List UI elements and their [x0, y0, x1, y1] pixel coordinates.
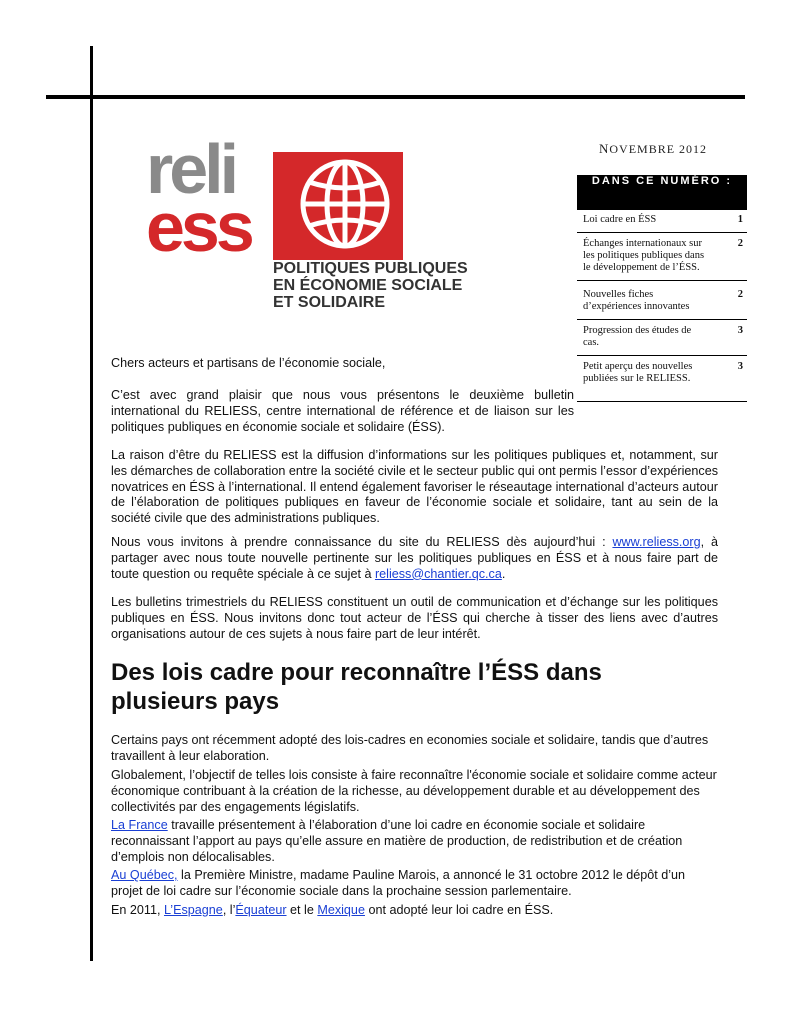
- countries-paragraph: [111, 903, 718, 919]
- bulletin-paragraph: Les bulletins trimestriels du RELIESS constituent un outil de communication et d’échange sur les politiques publiques en ÉSS. Nous invitons donc tout acteur de l’ÉSS qui cherche à tisser des liens avec d’autres organisations autour de ces sujets à nous faire part de leur intérêt.: [111, 595, 718, 641]
- spain-link[interactable]: L’Espagne: [163, 903, 223, 917]
- article-title: Des lois cadre pour reconnaître l’ÉSS dans plusieurs pays: [111, 659, 602, 715]
- website-link[interactable]: www.reliess.org: [612, 535, 701, 549]
- issue-date-rest: OVEMBRE 2012: [609, 142, 708, 156]
- horizontal-rule: [46, 95, 745, 99]
- logo-tagline: [273, 260, 468, 311]
- ecuador-link[interactable]: Équateur: [235, 903, 287, 917]
- toc-item-label: Échanges internationaux sur les politiques publiques dans le développement de l’ÉSS.: [583, 238, 705, 273]
- toc-item-label: Petit aperçu des nouvelles publiées sur le RELIESS.: [583, 361, 693, 384]
- toc-item[interactable]: [577, 281, 747, 320]
- invitation-text: Nous vous invitons à prendre connaissance du site du RELIESS dès aujourd’hui :: [111, 535, 613, 549]
- france-text: travaille présentement à l’élaboration d’une loi cadre en économie sociale et solidaire reconnaissant l’apport au pays qu’elle assure en matière de production, de redistribution et de création d’emplois non délocalisables.: [111, 818, 683, 864]
- invitation-text: .: [501, 566, 506, 581]
- countries-text: En 2011,: [111, 903, 164, 917]
- toc-item-page: 2: [737, 289, 743, 300]
- toc-item-page: 3: [737, 325, 743, 336]
- article-paragraph: Globalement, l’objectif de telles lois consiste à faire reconnaître l'économie sociale et solidaire comme acteur économique contribuant à la création de la richesse, au développement durable et au développement des collectivités par des engagements législatifs.: [111, 768, 717, 814]
- vertical-rule: [90, 46, 93, 961]
- greeting: Chers acteurs et partisans de l’économie sociale,: [111, 356, 386, 370]
- toc-sidebar: [577, 175, 747, 402]
- logo-tagline-line: POLITIQUES PUBLIQUES: [273, 260, 468, 277]
- reliess-logo: [140, 130, 470, 315]
- logo-tagline-line: EN ÉCONOMIE SOCIALE: [273, 277, 463, 294]
- mexico-link[interactable]: Mexique: [317, 903, 365, 917]
- issue-date: [599, 141, 707, 157]
- invitation-text: , à partager avec nous toute nouvelle pertinente sur les politiques publiques en ÉSS et à nous faire part de toute question ou requête spéciale à ce sujet à: [111, 535, 718, 581]
- toc-item[interactable]: [577, 356, 747, 402]
- toc-item-label: Progression des études de cas.: [583, 325, 692, 348]
- toc-item-page: 2: [737, 238, 743, 249]
- france-paragraph: [111, 818, 718, 865]
- france-link[interactable]: La France: [111, 818, 168, 832]
- logo-ess-text: ess: [146, 188, 251, 266]
- toc-item[interactable]: [577, 210, 747, 233]
- article-paragraph: Certains pays ont récemment adopté des lois-cadres en economies sociale et solidaire, tandis que d’autres travaillent à leur elaboration.: [111, 733, 709, 763]
- toc-item-page: 1: [737, 214, 743, 225]
- toc-item-label: Loi cadre en ÉSS: [583, 214, 657, 225]
- countries-text: ont adopté leur loi cadre en ÉSS.: [364, 903, 554, 917]
- toc-header: DANS CE NUMÉRO :: [577, 175, 747, 210]
- quebec-link[interactable]: Au Québec,: [111, 868, 178, 882]
- quebec-paragraph: [111, 868, 718, 900]
- logo-reli-text: reli: [146, 130, 236, 208]
- mission-paragraph: La raison d’être du RELIESS est la diffusion d’informations sur les politiques publiques et, notamment, sur les démarches de collaboration entre la société civile et le secteur public qui ont permis l’essor d’expériences novatrices en ÉSS à l’international. Il entend également favoriser le réseautage international d’acteurs autour de l’élaboration de politiques publiques en faveur de l’économie sociale et solidaire, tant au sein de la société civile que des administrations publiques.: [111, 448, 718, 526]
- logo-tagline-line: ET SOLIDAIRE: [273, 294, 386, 311]
- quebec-text: la Première Ministre, madame Pauline Marois, a annoncé le 31 octobre 2012 le dépôt d’un projet de loi cadre sur l’économie sociale dans la prochaine session parlementaire.: [111, 868, 686, 898]
- toc-item-label: Nouvelles fiches d’expériences innovantes: [583, 289, 690, 312]
- intro-paragraph: C’est avec grand plaisir que nous vous présentons le deuxième bulletin international du RELIESS, centre international de référence et de liaison sur les politiques publiques en économie sociale et solidaire (ÉSS).: [111, 388, 574, 434]
- invitation-paragraph: [111, 535, 718, 582]
- countries-text: , l’: [222, 903, 236, 917]
- toc-item[interactable]: [577, 233, 747, 281]
- countries-text: et le: [286, 903, 318, 917]
- issue-date-initial: N: [599, 141, 610, 156]
- globe-icon: [273, 152, 403, 260]
- toc-item-page: 3: [737, 361, 743, 372]
- email-link[interactable]: reliess@chantier.qc.ca: [374, 566, 502, 581]
- toc-item[interactable]: [577, 320, 747, 356]
